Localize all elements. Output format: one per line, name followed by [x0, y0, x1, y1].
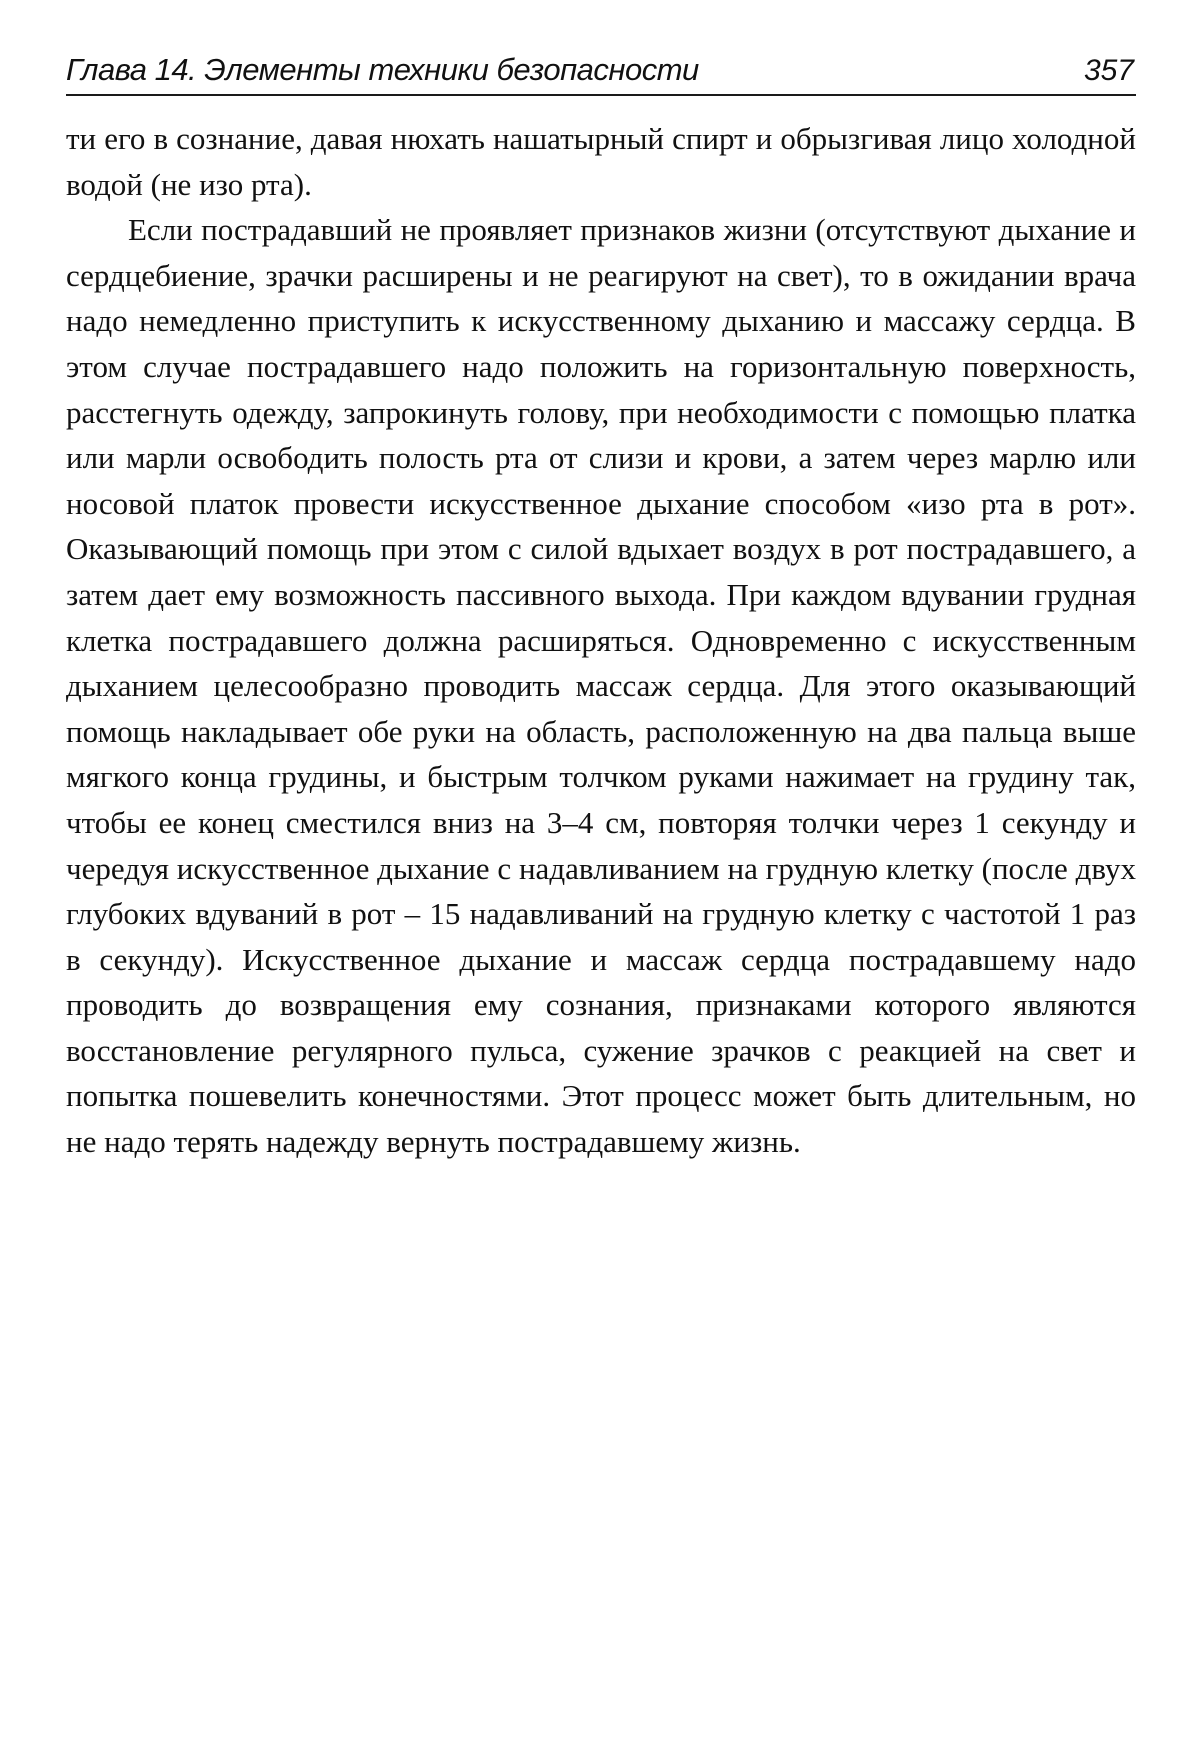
- page-number: 357: [1083, 54, 1134, 87]
- book-page: [66, 48, 1136, 1165]
- paragraph-resuscitation: Если пострадавший не проявляет признаков жизни (отсутствуют дыхание и сердцебиение, зрачки расширены и не реагируют на свет), то в ожидании врача надо немедленно приступить к искусственному дыханию и массажу сердца. В этом случае пострадавшего надо положить на горизонтальную поверхность, расстегнуть одежду, запрокинуть голову, при необходимости с помощью платка или марли освободить полость рта от слизи и крови, а затем через марлю или носовой платок провести искусственное дыхание способом «изо рта в рот». Оказывающий помощь при этом с силой вдыхает воздух в рот пострадавшего, а затем дает ему возможность пассивного выхода. При каждом вдувании грудная клетка пострадавшего должна расширяться. Одновременно с искусственным дыханием целесообразно проводить массаж сердца. Для этого оказывающий помощь накладывает обе руки на область, расположенную на два пальца выше мягкого конца грудины, и быстрым толчком руками нажимает на грудину так, чтобы ее конец сместился вниз на 3–4 см, повторяя толчки через 1 секунду и чередуя искусственное дыхание с надавливанием на грудную клетку (после двух глубоких вдуваний в рот – 15 надавливаний на грудную клетку с частотой 1 раз в секунду). Искусственное дыхание и массаж сердца пострадавшему надо проводить до возвращения ему сознания, признаками которого являются восстановление регулярного пульса, сужение зрачков с реакцией на свет и попытка пошевелить конечностями. Этот процесс может быть длительным, но не надо терять надежду вернуть пострадавшему жизнь.: [66, 212, 1136, 1160]
- body-text: [66, 116, 1136, 1165]
- paragraph-continued: ти его в сознание, давая нюхать нашатырный спирт и обрызгивая лицо холодной водой (не изо рта).: [66, 121, 1136, 202]
- running-header: [66, 48, 1136, 96]
- running-title: Глава 14. Элементы техники безопасности: [66, 52, 699, 87]
